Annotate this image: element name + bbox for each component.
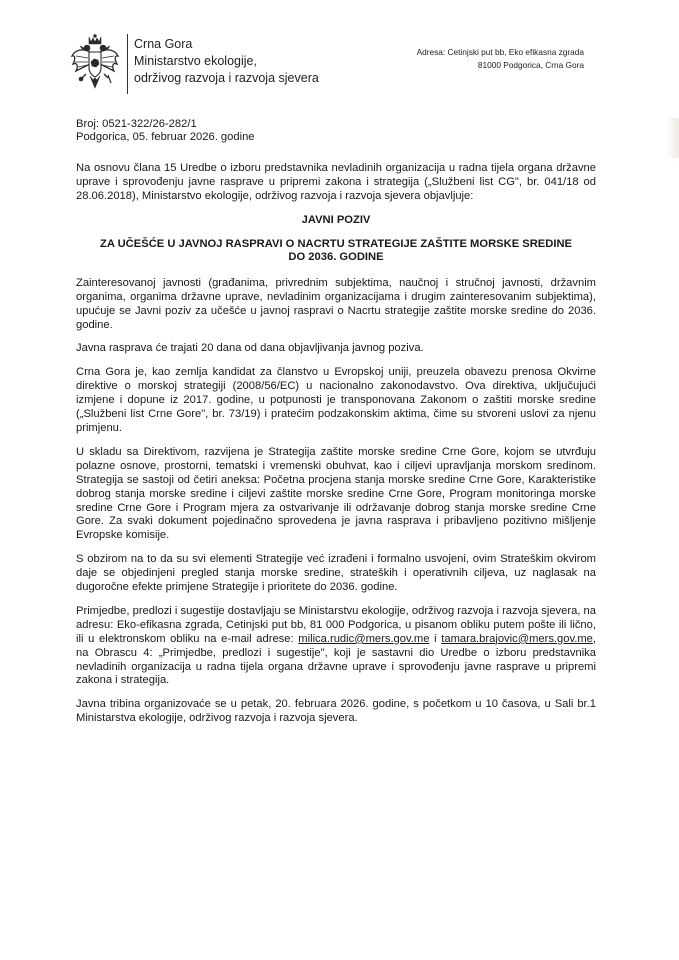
montenegro-coat-of-arms-icon [70, 34, 120, 90]
address-city: 81000 Podgorica, Crna Gora [477, 60, 584, 70]
contact-text-and: i [429, 632, 442, 645]
subtitle-line-1: ZA UČEŠĆE U JAVNOJ RASPRAVI O NACRTU STRATEGIJE ZAŠTITE MORSKE SREDINE [100, 237, 572, 250]
subtitle-line-2: DO 2036. GODINE [288, 251, 384, 264]
letterhead-divider [127, 34, 128, 94]
paragraph-directive: Crna Gora je, kao zemlja kandidat za članstvo u Evropskoj uniji, preuzela obavezu prenosa Okvirne direktive o morskoj strategiji (2008/56/EC) u nacionalno zakonodavstvo. Ova direktiva, uključujući izmjene i dopune iz 2017. godine, u potpunosti je transponovana Zakonom o zaštiti morske sredine („Službeni list Crne Gore", br. 73/19) i pratećim podzakonskim aktima, čime su stvoreni uslovi za njenu primjenu. [76, 366, 596, 434]
paragraph-contact [76, 605, 596, 688]
ministry-address [417, 46, 584, 72]
org-ministry: Ministarstvo ekologije, [134, 54, 257, 68]
address-street: Adresa: Cetinjski put bb, Eko efikasna zgrada [416, 47, 584, 57]
scan-edge-mark [665, 118, 679, 158]
reference-number: Broj: 0521-322/26-282/1 [76, 118, 197, 130]
document-body [76, 162, 596, 736]
org-ministry-continued: održivog razvoja i razvoja sjevera [134, 71, 319, 85]
org-country: Crna Gora [134, 37, 193, 51]
paragraph-framework: S obzirom na to da su svi elementi Strategije već izrađeni i formalno usvojeni, ovim Strateškim okvirom daje se objedinjeni pregled stanja morske sredine, strateških i operativnih ciljeva, uz naglasak na dugoročne efekte primjene Strategije i prioritete do 2036. godine. [76, 553, 596, 594]
document-title: JAVNI POZIV [301, 213, 371, 226]
email-link-tamara[interactable]: tamara.brajovic@mers.gov.me [441, 632, 593, 645]
ministry-name [134, 36, 319, 87]
paragraph-closing: Javna tribina organizovaće se u petak, 20. februara 2026. godine, s početkom u 10 časova, u Sali br.1 Ministarstva ekologije, održivog razvoja i razvoja sjevera. [76, 698, 596, 725]
place-and-date: Podgorica, 05. februar 2026. godine [76, 131, 255, 143]
document-meta [76, 118, 255, 144]
paragraph-audience: Zainteresovanoj javnosti (građanima, privrednim subjektima, naučnoj i stručnoj javnosti, državnim organima, organima državne uprave, nevladinim organizacijama i drugim zainteresovanim subjektima), upućuje se Javni poziv za učešće u javnoj raspravi o Nacrtu strategije zaštite morske sredine do 2036. godine. [76, 276, 596, 331]
intro-paragraph: Na osnovu člana 15 Uredbe o izboru predstavnika nevladinih organizacija u radna tijela organa državne uprave i sprovođenju javne rasprave u pripremi zakona i strategija („Službeni list CG", br. 041/18 od 28.06.2018), Ministarstvo ekologije, održivog razvoja i razvoja sjevera objavljuje: [76, 162, 596, 202]
contact-text-after: , na Obrascu 4: „Primjedbe, predlozi i sugestije", koji je sastavni dio Uredbe o izboru predstavnika nevladinih organizacija u radna tijela organa državne uprave i sprovođenju javne rasprave u pripremi zakona i strategija. [76, 632, 597, 687]
contact-text-before: Primjedbe, predlozi i sugestije dostavljaju se Ministarstvu ekologije, održivog razvoja i razvoja sjevera, na adresu: Eko-efikasna zgrada, Cetinjski put bb, 81 000 Podgorica, u pisanom obliku putem pošte ili lično, ili u elektronskom obliku na e-mail adrese: [76, 604, 596, 645]
paragraph-strategy: U skladu sa Direktivom, razvijena je Strategija zaštite morske sredine Crne Gore, kojom se utvrđuju polazne osnove, prostorni, tematski i vremenski obuhvat, kao i ciljevi upravljanja morskom sredinom. Strategija se sastoji od četiri aneksa: Početna procjena stanja morske sredine Crne Gore, Karakteristike dobrog stanja morske sredine i ciljevi zaštite morske sredine Crne Gore, Program monitoringa morske sredine Crne Gore i Program mjera za ostvarivanje ili održavanje dobrog stanja morske sredine Crne Gore. Za svaki dokument pojedinačno sprovedena je javna rasprava i pribavljeno pozitivno mišljenje Evropske komisije. [76, 445, 596, 542]
email-link-milica[interactable]: milica.rudic@mers.gov.me [298, 632, 430, 645]
document-subtitle [76, 238, 596, 265]
paragraph-duration: Javna rasprava će trajati 20 dana od dana objavljivanja javnog poziva. [76, 342, 424, 355]
